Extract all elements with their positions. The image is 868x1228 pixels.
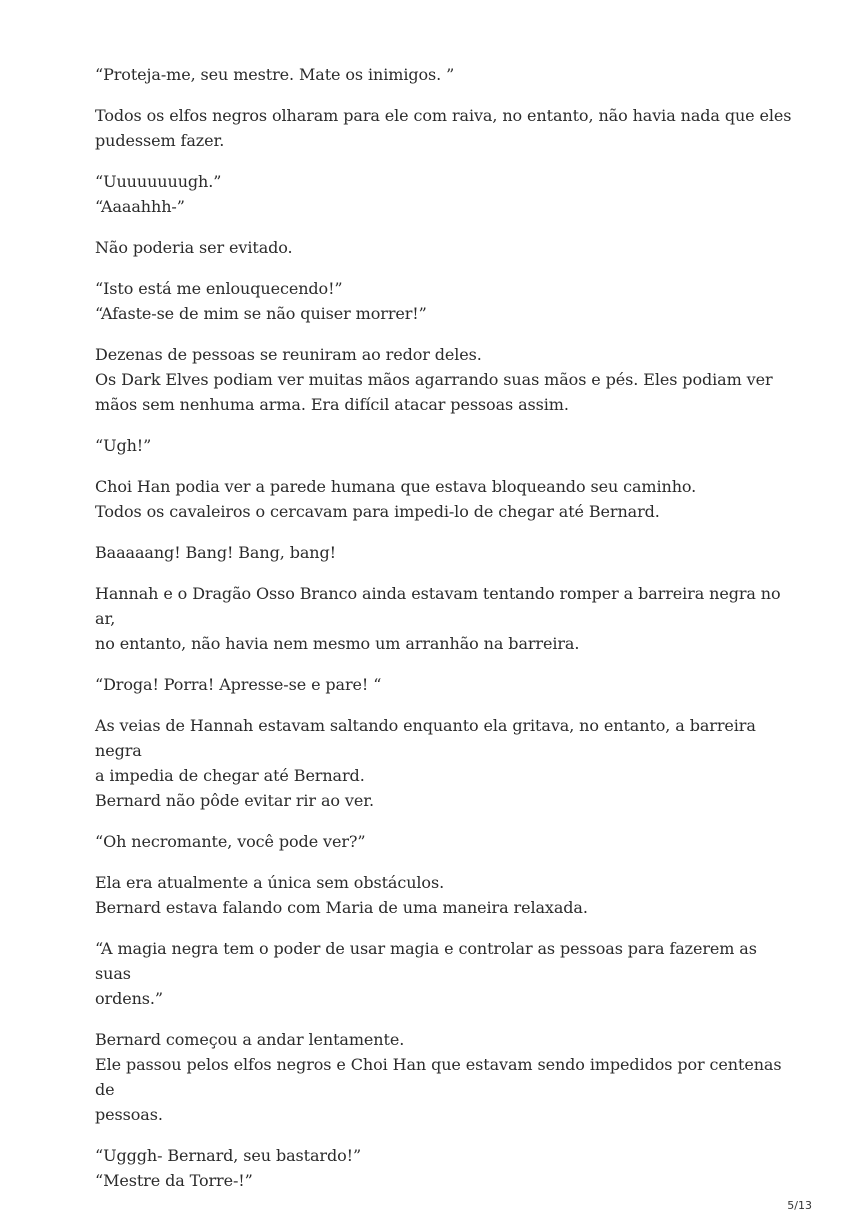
text-line: Bernard não pôde evitar rir ao ver. (95, 791, 375, 810)
text-line: “Uuuuuuuugh.” (95, 172, 222, 191)
text-line: pessoas. (95, 1105, 163, 1124)
text-line: “Mestre da Torre-!” (95, 1171, 253, 1190)
paragraph (95, 62, 795, 87)
text-line: Hannah e o Dragão Osso Branco ainda estavam tentando romper a barreira negra no ar, (95, 584, 781, 628)
paragraph (95, 474, 795, 524)
document-page (95, 62, 795, 1209)
paragraph (95, 540, 795, 565)
text-line: Bernard começou a andar lentamente. (95, 1030, 405, 1049)
text-line: Dezenas de pessoas se reuniram ao redor deles. (95, 345, 482, 364)
text-line: Todos os cavaleiros o cercavam para impedi-lo de chegar até Bernard. (95, 502, 660, 521)
text-line: “Isto está me enlouquecendo!” (95, 279, 343, 298)
text-line: no entanto, não havia nem mesmo um arranhão na barreira. (95, 634, 580, 653)
text-line: ordens.” (95, 989, 163, 1008)
text-line: “Ugggh- Bernard, seu bastardo!” (95, 1146, 362, 1165)
paragraph (95, 1143, 795, 1193)
text-line: Ele passou pelos elfos negros e Choi Han que estavam sendo impedidos por centenas de (95, 1055, 782, 1099)
paragraph (95, 169, 795, 219)
text-line: As veias de Hannah estavam saltando enquanto ela gritava, no entanto, a barreira negra (95, 716, 756, 760)
paragraph (95, 276, 795, 326)
paragraph (95, 936, 795, 1011)
text-line: Ela era atualmente a única sem obstáculos. (95, 873, 445, 892)
text-line: “Oh necromante, você pode ver?” (95, 832, 366, 851)
paragraph (95, 829, 795, 854)
text-line: a impedia de chegar até Bernard. (95, 766, 365, 785)
text-line: pudessem fazer. (95, 131, 225, 150)
text-line: “Ugh!” (95, 436, 152, 455)
text-line: Todos os elfos negros olharam para ele com raiva, no entanto, não havia nada que eles (95, 106, 792, 125)
text-line: Bernard estava falando com Maria de uma maneira relaxada. (95, 898, 588, 917)
text-line: “Droga! Porra! Apresse-se e pare! “ (95, 675, 382, 694)
text-line: “Afaste-se de mim se não quiser morrer!” (95, 304, 427, 323)
text-line: “Proteja-me, seu mestre. Mate os inimigos. ” (95, 65, 455, 84)
paragraph (95, 672, 795, 697)
text-line: Não poderia ser evitado. (95, 238, 293, 257)
text-line: Choi Han podia ver a parede humana que estava bloqueando seu caminho. (95, 477, 697, 496)
paragraph (95, 235, 795, 260)
paragraph (95, 342, 795, 417)
paragraph (95, 870, 795, 920)
paragraph (95, 713, 795, 813)
paragraph (95, 433, 795, 458)
text-line: mãos sem nenhuma arma. Era difícil atacar pessoas assim. (95, 395, 569, 414)
paragraph (95, 103, 795, 153)
paragraph (95, 1027, 795, 1127)
text-line: “Aaaahhh-” (95, 197, 185, 216)
text-line: “A magia negra tem o poder de usar magia e controlar as pessoas para fazerem as suas (95, 939, 757, 983)
page-number: 5/13 (787, 1199, 812, 1212)
text-line: Os Dark Elves podiam ver muitas mãos agarrando suas mãos e pés. Eles podiam ver (95, 370, 773, 389)
text-line: Baaaaang! Bang! Bang, bang! (95, 543, 336, 562)
paragraph (95, 581, 795, 656)
